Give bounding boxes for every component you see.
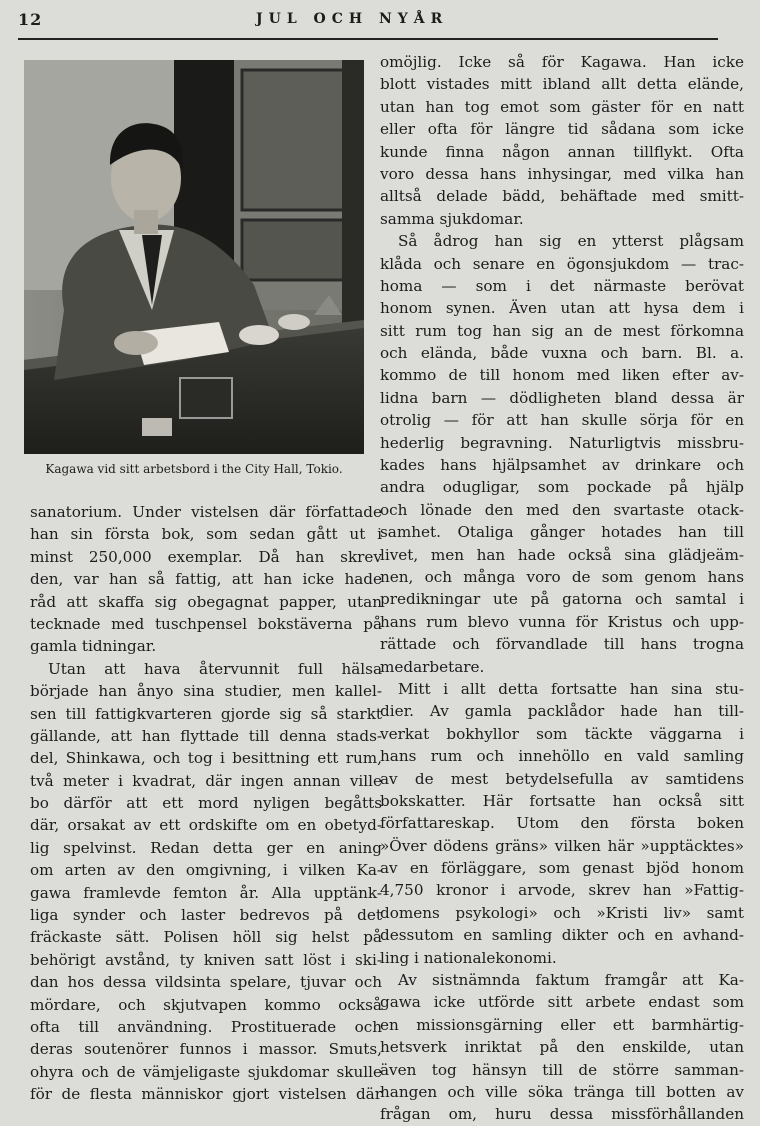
text-line: blott vistades mitt ibland allt detta elände, bbox=[380, 75, 744, 94]
text-line: mördare, och skjutvapen kommo också bbox=[30, 995, 382, 1014]
text-line: honom synen. Även utan att hysa dem i bbox=[380, 299, 744, 318]
text-line: och lönade den med den svartaste otack- bbox=[380, 500, 744, 519]
text-line: sitt rum tog han sig an de mest förkomna bbox=[380, 321, 744, 340]
text-line: en missionsgärning eller ett barmhärtig- bbox=[380, 1015, 744, 1034]
text-line: medarbetare. bbox=[380, 657, 485, 676]
text-line: lig spelvinst. Redan detta ger en aning bbox=[30, 838, 382, 857]
text-line: gawa icke utförde sitt arbete endast som bbox=[380, 993, 744, 1012]
text-line: liga synder och laster bedrevos på det bbox=[30, 906, 382, 925]
text-line: bo därför att ett mord nyligen begåtts bbox=[30, 794, 382, 813]
text-line: lidna barn — dödligheten bland dessa är bbox=[380, 388, 744, 407]
text-line: hans rum och innehöllo en vald samling bbox=[380, 747, 744, 766]
text-line: samhet. Otaliga gånger hotades han till bbox=[380, 523, 744, 542]
text-line: voro dessa hans inhysingar, med vilka han bbox=[380, 164, 744, 183]
text-line: hangen och ville söka tränga till botten av bbox=[380, 1082, 744, 1101]
paragraph bbox=[380, 678, 744, 969]
text-line: predikningar ute på gatorna och samtal i bbox=[380, 590, 744, 609]
paragraph bbox=[30, 501, 382, 658]
text-line: hederlig begravning. Naturligtvis missbru- bbox=[380, 433, 744, 452]
text-line: omöjlig. Icke så för Kagawa. Han icke bbox=[380, 53, 744, 71]
text-line: även tog hänsyn till de större samman- bbox=[380, 1060, 744, 1079]
paragraph bbox=[380, 230, 744, 678]
left-column bbox=[30, 501, 382, 1106]
photo-kagawa-at-desk bbox=[24, 60, 364, 454]
text-line: den, var han så fattig, att han icke hade bbox=[30, 570, 382, 589]
text-line: livet, men han hade också sina glädjeäm- bbox=[380, 545, 744, 564]
running-title: JUL OCH NYÅR bbox=[256, 11, 449, 27]
text-line: Så ådrog han sig en ytterst plågsam bbox=[398, 232, 744, 251]
paragraph bbox=[380, 969, 744, 1126]
text-line: klåda och senare en ögonsjukdom — trac- bbox=[380, 254, 744, 273]
header-rule bbox=[18, 38, 718, 40]
text-line: kommo de till honom med liken efter av- bbox=[380, 366, 744, 385]
paragraph bbox=[30, 658, 382, 1106]
text-line: deras soutenörer funnos i massor. Smuts, bbox=[30, 1040, 382, 1059]
photo-caption: Kagawa vid sitt arbetsbord i the City Hall, Tokio. bbox=[45, 462, 343, 476]
text-line: började han ånyo sina studier, men kallel- bbox=[30, 682, 382, 701]
text-line: hetsverk inriktat på den enskilde, utan bbox=[380, 1038, 744, 1057]
text-line: alltså delade bädd, behäftade med smitt- bbox=[380, 187, 744, 206]
text-line: tecknade med tuschpensel bokstäverna på bbox=[30, 614, 382, 633]
right-column bbox=[380, 51, 744, 1126]
text-line: författareskap. Utom den första boken bbox=[380, 814, 744, 833]
text-line: dessutom en samling dikter och en avhand- bbox=[380, 926, 744, 945]
text-line: kades hans hjälpsamhet av drinkare och bbox=[380, 456, 744, 475]
text-line: »Över dödens gräns» vilken här »upptäcktes» bbox=[380, 836, 744, 855]
text-line: otrolig — för att han skulle sörja för en bbox=[380, 411, 744, 430]
text-line: ling i nationalekonomi. bbox=[380, 948, 557, 967]
text-line: behörigt avstånd, ty kniven satt löst i ski- bbox=[30, 950, 382, 969]
text-line: om arten av den omgivning, i vilken Ka- bbox=[30, 861, 382, 880]
page-header bbox=[0, 0, 760, 40]
text-line: Utan att hava återvunnit full hälsa bbox=[48, 659, 382, 678]
text-line: 4,750 kronor i arvode, skrev han »Fattig- bbox=[380, 881, 744, 900]
text-line: gällande, att han flyttade till denna stads- bbox=[30, 726, 382, 745]
text-line: av en förläggare, som genast bjöd honom bbox=[380, 859, 744, 878]
text-line: frågan om, huru dessa missförhållanden bbox=[380, 1105, 744, 1124]
text-line: andra odugligar, som pockade på hjälp bbox=[380, 478, 744, 497]
text-line: eller ofta för längre tid sådana som icke bbox=[380, 120, 744, 139]
text-line: och elända, både vuxna och barn. Bl. a. bbox=[380, 344, 744, 363]
text-line: sanatorium. Under vistelsen där författade bbox=[30, 503, 382, 521]
text-line: gamla tidningar. bbox=[30, 637, 157, 656]
text-line: hans rum blevo vunna för Kristus och upp- bbox=[380, 612, 744, 631]
text-line: dan hos dessa vildsinta spelare, tjuvar och bbox=[30, 973, 382, 992]
text-line: sen till fattigkvarteren gjorde sig så starkt bbox=[30, 704, 382, 723]
text-line: nen, och många voro de som genom hans bbox=[380, 567, 744, 586]
text-line: där, orsakat av ett ordskifte om en obetyd- bbox=[30, 816, 382, 835]
page-number: 12 bbox=[18, 10, 43, 29]
text-line: fräckaste sätt. Polisen höll sig helst på bbox=[30, 928, 382, 947]
text-line: han sin första bok, som sedan gått ut i bbox=[30, 525, 382, 544]
text-line: ofta till användning. Prostituerade och bbox=[30, 1017, 382, 1036]
paragraph bbox=[380, 51, 744, 230]
text-line: Mitt i allt detta fortsatte han sina stu- bbox=[398, 679, 744, 698]
text-line: samma sjukdomar. bbox=[380, 209, 524, 228]
text-line: ohyra och de vämjeligaste sjukdomar skulle bbox=[30, 1062, 382, 1081]
text-line: homa — som i det närmaste berövat bbox=[380, 276, 744, 295]
text-line: utan han tog emot som gäster för en natt bbox=[380, 97, 744, 116]
text-line: domens psykologi» och »Kristi liv» samt bbox=[380, 903, 744, 922]
text-line: del, Shinkawa, och tog i besittning ett rum, bbox=[30, 749, 382, 768]
text-line: rättade och förvandlade till hans trogna bbox=[380, 635, 744, 654]
text-line: för de flesta människor gjort vistelsen där bbox=[30, 1085, 382, 1104]
text-line: verkat bokhyllor som täckte väggarna i bbox=[380, 724, 744, 743]
text-line: råd att skaffa sig obegagnat papper, utan bbox=[30, 592, 382, 611]
text-line: Av sistnämnda faktum framgår att Ka- bbox=[398, 971, 744, 990]
text-line: två meter i kvadrat, där ingen annan ville bbox=[30, 771, 382, 790]
photo-illustration bbox=[24, 60, 364, 454]
text-line: minst 250,000 exemplar. Då han skrev bbox=[30, 547, 382, 566]
text-line: gawa framlevde femton år. Alla upptänk- bbox=[30, 883, 382, 902]
text-line: bokskatter. Här fortsatte han också sitt bbox=[380, 791, 744, 810]
text-line: kunde finna någon annan tillflykt. Ofta bbox=[380, 142, 744, 161]
text-line: dier. Av gamla packlådor hade han till- bbox=[380, 702, 744, 721]
text-line: av de mest betydelsefulla av samtidens bbox=[380, 769, 744, 788]
